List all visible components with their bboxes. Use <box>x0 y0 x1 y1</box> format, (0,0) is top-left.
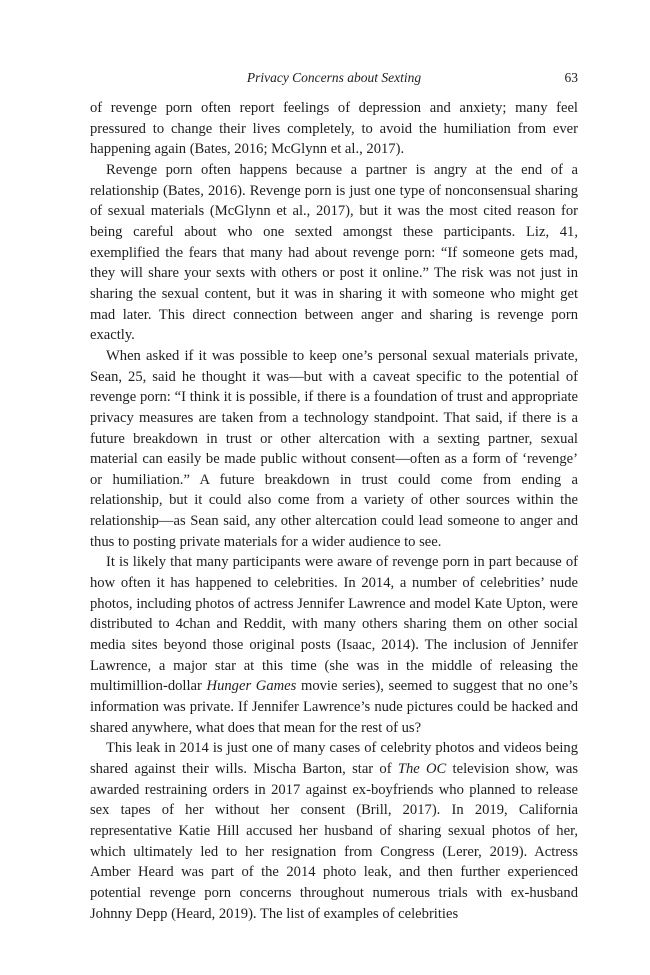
text-run: This leak in 2014 is just one of many cases of celebrity photos and videos being shared against their wills. Mischa Barton, star of <box>90 740 578 777</box>
italic-title: The OC <box>397 761 447 777</box>
paragraph <box>90 98 578 160</box>
running-title: Privacy Concerns about Sexting <box>246 70 422 85</box>
text-run: television show, was awarded restraining orders in 2017 against ex-boyfriends who planned to release sex tapes of her without her consent (Brill, 2017). In 2019, California representative Katie Hill accused her husband of sharing sexual photos of her, which ultimately led to her resignation from Congress (Lerer, 2019). Actress Amber Heard was part of the 2014 photo leak, and then further experienced potential revenge porn concerns throughout numerous trials with ex-husband Johnny Depp (Heard, 2019). The list of examples of celebrities <box>90 761 579 922</box>
paragraph <box>90 346 578 553</box>
text-run: of revenge porn often report feelings of depression and anxiety; many feel pressured to change their lives completely, to avoid the humiliation from ever happening again (Bates, 2016; McGlynn et al., 2017). <box>90 100 578 158</box>
paragraph <box>90 738 578 924</box>
text-run: Revenge porn often happens because a partner is angry at the end of a relationship (Bates, 2016). Revenge porn is just one type of nonconsensual sharing of sexual materials (McGlynn et al., 2017), but it was the most cited reason for being careful about who one sexted amongst these participants. Liz, 41, exemplified the fears that many had about revenge porn: “If someone gets mad, they will share your sexts with others or post it online.” The risk was not just in sharing the sexual content, but it was in sharing it with someone who might get mad later. This direct connection between anger and sharing is revenge porn exactly. <box>90 161 578 344</box>
paragraph <box>90 160 578 346</box>
text-run: When asked if it was possible to keep one’s personal sexual materials private, Sean, 25, said he thought it was—but with a caveat specific to the potential of revenge porn: “I think it is possible, if there is a foundation of trust and appropriate privacy measures are taken from a technology standpoint. That said, if there is a future breakdown in trust or other altercation with a sexting partner, sexual material can easily be made public without consent—often as a form of ‘revenge’ or humiliation.” A future breakdown in trust could come from ending a relationship, but it could also come from a variety of other sources within the relationship—as Sean said, any other altercation could lead someone to anger and thus to posting private materials for a wider audience to see. <box>90 347 578 550</box>
paragraph <box>90 552 578 738</box>
page-number: 63 <box>564 70 578 85</box>
text-run: movie series), seemed to suggest that no one’s information was private. If Jennifer Lawrence’s nude pictures could be hacked and shared anywhere, what does that mean for the rest of us? <box>90 678 578 736</box>
italic-title: Hunger Games <box>206 678 297 695</box>
text-run: It is likely that many participants were aware of revenge porn in part because of how often it has happened to celebrities. In 2014, a number of celebrities’ nude photos, including photos of actress Jennifer Lawrence and model Kate Upton, were distributed to 4chan and Reddit, with many others sharing them on other social media sites beyond those original posts (Isaac, 2014). The inclusion of Jennifer Lawrence, a major star at this time (she was in the middle of releasing the multimillion-dollar <box>90 554 578 695</box>
running-head <box>90 68 578 88</box>
body-text <box>90 98 578 924</box>
